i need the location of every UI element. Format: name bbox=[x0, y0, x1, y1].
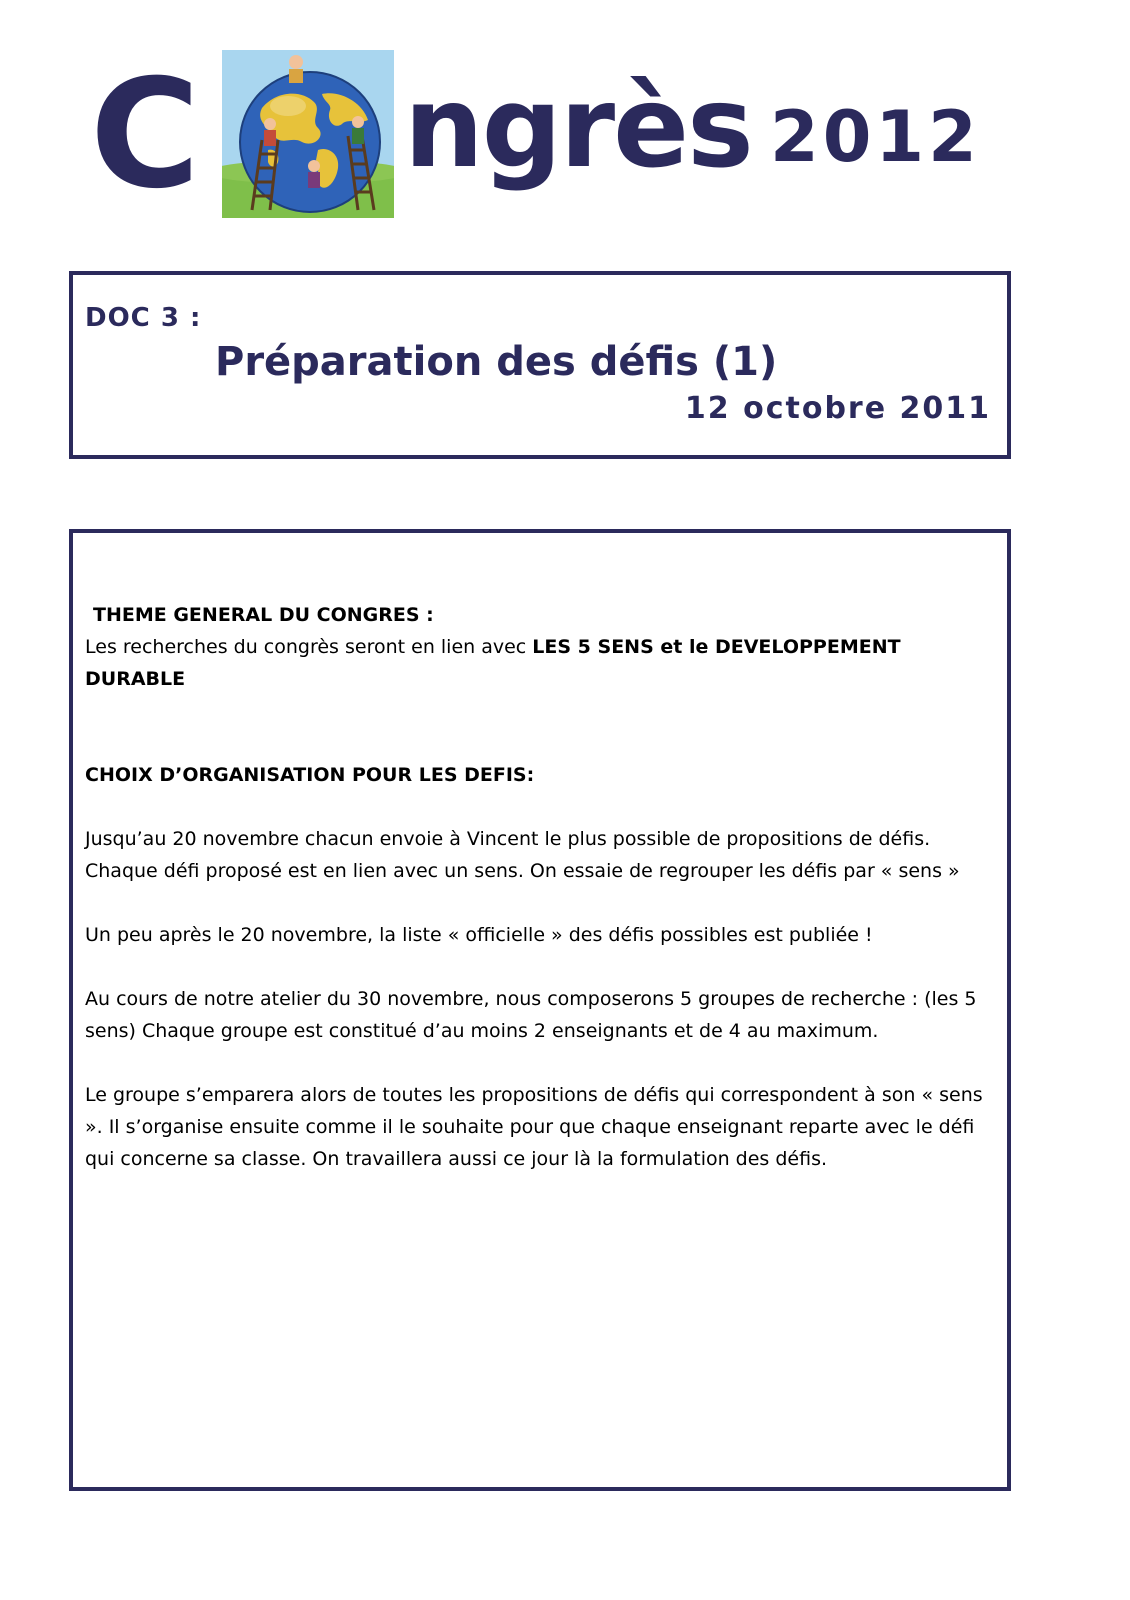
theme-text-bold: LES 5 SENS et le DEVELOPPEMENT DURABLE bbox=[85, 636, 901, 690]
document-date: 12 octobre 2011 bbox=[684, 391, 991, 426]
document-title: Préparation des défis (1) bbox=[215, 339, 778, 385]
doc-label: DOC 3 : bbox=[85, 303, 202, 333]
theme-paragraph bbox=[85, 631, 997, 695]
title-box bbox=[69, 271, 1011, 459]
globe-logo-icon bbox=[222, 50, 394, 218]
header-title-word: ngrès bbox=[404, 63, 752, 193]
theme-heading: THEME GENERAL DU CONGRES : bbox=[93, 604, 434, 626]
organisation-heading: CHOIX D’ORGANISATION POUR LES DEFIS: bbox=[85, 764, 535, 786]
theme-text: Les recherches du congrès seront en lien avec bbox=[85, 636, 533, 658]
content-box bbox=[69, 529, 1011, 1491]
header-title-letter-c: C bbox=[90, 48, 197, 222]
header-year: 2012 bbox=[770, 96, 981, 178]
paragraph-submission: Jusqu’au 20 novembre chacun envoie à Vincent le plus possible de propositions de défis. Chaque défi proposé est en lien avec un sens. On essaie de regrouper les défis par « sens » bbox=[85, 828, 960, 882]
content-body bbox=[85, 599, 997, 1175]
paragraph-group-organisation: Le groupe s’emparera alors de toutes les propositions de défis qui correspondent à son « sens ». Il s’organise ensuite comme il le souhaite pour que chaque enseignant reparte avec le défi qui concerne sa classe. On travaillera aussi ce jour là la formulation des défis. bbox=[85, 1084, 983, 1170]
paragraph-workshop-groups: Au cours de notre atelier du 30 novembre, nous composerons 5 groupes de recherche : (les 5 sens) Chaque groupe est constitué d’au moins 2 enseignants et de 4 au maximum. bbox=[85, 988, 977, 1042]
paragraph-official-list: Un peu après le 20 novembre, la liste « officielle » des défis possibles est publiée ! bbox=[85, 924, 873, 946]
